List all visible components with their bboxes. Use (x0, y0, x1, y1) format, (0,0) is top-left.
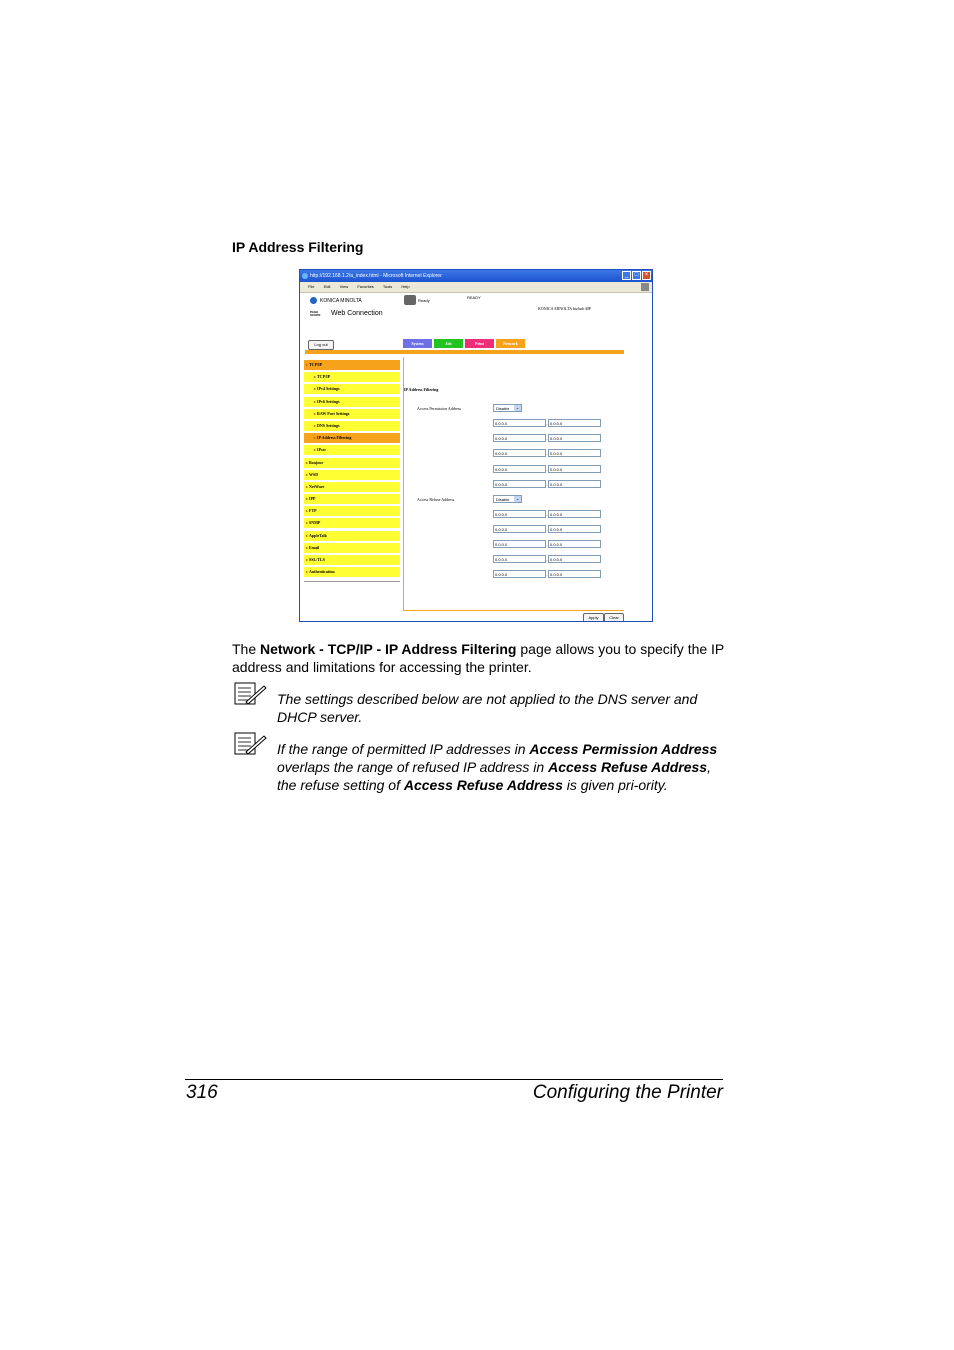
printer-icon (404, 295, 416, 305)
permission-end-ip[interactable]: 0.0.0.0 (548, 465, 601, 473)
sidebar-item-ipv6[interactable]: ▸IPv6 Settings (304, 397, 400, 407)
browser-window-screenshot (299, 269, 653, 622)
form-bottom-line (403, 610, 624, 611)
content-divider (403, 357, 404, 611)
ie-icon (302, 273, 308, 279)
refuse-start-ip[interactable]: 0.0.0.0 (493, 570, 546, 578)
chevron-down-icon: ⌄ (515, 405, 520, 410)
permission-start-ip[interactable]: 0.0.0.0 (493, 465, 546, 473)
permission-range-5: 0.0.0.0 - 0.0.0.0 (493, 480, 601, 488)
body-paragraph: The Network - TCP/IP - IP Address Filtering page allows you to specify the IP address and limitations for accessing the printer. (232, 641, 725, 675)
permission-end-ip[interactable]: 0.0.0.0 (548, 480, 601, 488)
refuse-start-ip[interactable]: 0.0.0.0 (493, 555, 546, 563)
permission-range-2: 0.0.0.0 - 0.0.0.0 (493, 434, 601, 442)
sidebar-item-ipsec[interactable]: ▸IPsec (304, 445, 400, 455)
logout-button[interactable]: Log out (308, 340, 334, 350)
sidebar-item-authentication[interactable]: ▸Authentication (304, 567, 400, 577)
refuse-end-ip[interactable]: 0.0.0.0 (548, 570, 601, 578)
menu-edit[interactable]: Edit (323, 284, 331, 289)
menu-bar (300, 282, 652, 293)
sidebar-item-ftp[interactable]: ▸FTP (304, 506, 400, 516)
windows-flag-icon (641, 283, 649, 291)
window-controls (622, 271, 651, 280)
sidebar-item-ip-filtering[interactable]: ▸IP Address Filtering (304, 433, 400, 443)
note-1-text: The settings described below are not applied to the DNS server and DHCP server. (277, 691, 698, 725)
sidebar-item-email[interactable]: ▸Email (304, 543, 400, 553)
refuse-start-ip[interactable]: 0.0.0.0 (493, 510, 546, 518)
main-tabs (403, 339, 525, 348)
menu-favorites[interactable]: Favorites (357, 284, 374, 289)
menu-tools[interactable]: Tools (382, 284, 393, 289)
footer-rule (185, 1079, 723, 1080)
permission-range-1: 0.0.0.0 - 0.0.0.0 (493, 419, 601, 427)
refuse-end-ip[interactable]: 0.0.0.0 (548, 525, 601, 533)
note-icon (234, 682, 268, 706)
refuse-start-ip[interactable]: 0.0.0.0 (493, 540, 546, 548)
sidebar-item-ipp[interactable]: ▸IPP (304, 494, 400, 504)
tab-print[interactable]: Print (465, 339, 494, 348)
page-number: 316 (186, 1082, 218, 1103)
permission-start-ip[interactable]: 0.0.0.0 (493, 419, 546, 427)
permission-end-ip[interactable]: 0.0.0.0 (548, 419, 601, 427)
refuse-range-5: 0.0.0.0 - 0.0.0.0 (493, 570, 601, 578)
refuse-end-ip[interactable]: 0.0.0.0 (548, 540, 601, 548)
chevron-down-icon: ⌄ (515, 496, 520, 501)
status-display: READY (467, 295, 481, 300)
refuse-range-3: 0.0.0.0 - 0.0.0.0 (493, 540, 601, 548)
status-ready: Ready (418, 298, 430, 303)
section-heading: IP Address Filtering (232, 239, 364, 255)
web-content (300, 293, 652, 622)
maximize-icon[interactable]: □ (632, 271, 641, 280)
tab-network[interactable]: Network (496, 339, 525, 348)
clear-button[interactable]: Clear (604, 613, 624, 622)
permission-start-ip[interactable]: 0.0.0.0 (493, 480, 546, 488)
minimize-icon[interactable]: _ (622, 271, 631, 280)
refuse-start-ip[interactable]: 0.0.0.0 (493, 525, 546, 533)
chapter-title: Configuring the Printer (532, 1082, 723, 1103)
note-2-text: If the range of permitted IP addresses in Access Permission Address overlaps the range of refused IP address in Access Refuse Address, the refuse setting of Access Refuse Address is given pri-ority. (277, 741, 718, 793)
sidebar-item-appletalk[interactable]: ▸AppleTalk (304, 531, 400, 541)
permission-select[interactable]: Disable ⌄ (493, 404, 522, 412)
printer-model: KONICA MINOLTA bizhub 40P (538, 306, 591, 311)
refuse-end-ip[interactable]: 0.0.0.0 (548, 555, 601, 563)
refuse-range-2: 0.0.0.0 - 0.0.0.0 (493, 525, 601, 533)
sidebar-item-ipv4[interactable]: ▸IPv4 Settings (304, 384, 400, 394)
refuse-range-1: 0.0.0.0 - 0.0.0.0 (493, 510, 601, 518)
tab-system[interactable]: System (403, 339, 432, 348)
sidebar-item-ssl-tls[interactable]: ▸SSL/TLS (304, 555, 400, 565)
permission-end-ip[interactable]: 0.0.0.0 (548, 434, 601, 442)
tab-job[interactable]: Job (434, 339, 463, 348)
permission-range-4: 0.0.0.0 - 0.0.0.0 (493, 465, 601, 473)
sidebar-item-dns[interactable]: ▸DNS Settings (304, 421, 400, 431)
refuse-select[interactable]: Disable ⌄ (493, 495, 522, 503)
web-connection-logo: PAGE SCOPE Web Connection (310, 309, 383, 317)
sidebar-item-bonjour[interactable]: ▸Bonjour (304, 458, 400, 468)
sidebar-item-wsd[interactable]: ▸WSD (304, 470, 400, 480)
konica-globe-icon (310, 297, 317, 304)
sidebar-item-netware[interactable]: ▸NetWare (304, 482, 400, 492)
refuse-range-4: 0.0.0.0 - 0.0.0.0 (493, 555, 601, 563)
apply-button[interactable]: Apply (583, 613, 604, 622)
sidebar (304, 360, 400, 582)
konica-logo: KONICA MINOLTA (310, 297, 362, 304)
sidebar-item-snmp[interactable]: ▸SNMP (304, 518, 400, 528)
note-icon (234, 732, 268, 756)
refuse-end-ip[interactable]: 0.0.0.0 (548, 510, 601, 518)
window-title: http://192.168.1.2/a_index.html - Microsoft Internet Explorer (310, 273, 442, 279)
menu-help[interactable]: Help (401, 284, 410, 289)
sidebar-divider (304, 581, 400, 582)
permission-start-ip[interactable]: 0.0.0.0 (493, 449, 546, 457)
permission-start-ip[interactable]: 0.0.0.0 (493, 434, 546, 442)
menu-view[interactable]: View (339, 284, 349, 289)
refuse-label: Access Refuse Address (417, 497, 455, 502)
permission-range-3: 0.0.0.0 - 0.0.0.0 (493, 449, 601, 457)
sidebar-item-tcpip[interactable]: ▸TCP/IP (304, 372, 400, 382)
tab-underline (305, 350, 624, 354)
close-icon[interactable]: × (642, 271, 651, 280)
sidebar-item-raw-port[interactable]: ▸RAW Port Settings (304, 409, 400, 419)
sidebar-item-tcpip-group[interactable]: ▸TCP/IP (304, 360, 400, 370)
permission-label: Access Permission Address (417, 406, 461, 411)
page-title: IP Address Filtering (404, 387, 439, 392)
window-titlebar (300, 270, 652, 282)
permission-end-ip[interactable]: 0.0.0.0 (548, 449, 601, 457)
menu-file[interactable]: File (308, 284, 315, 289)
